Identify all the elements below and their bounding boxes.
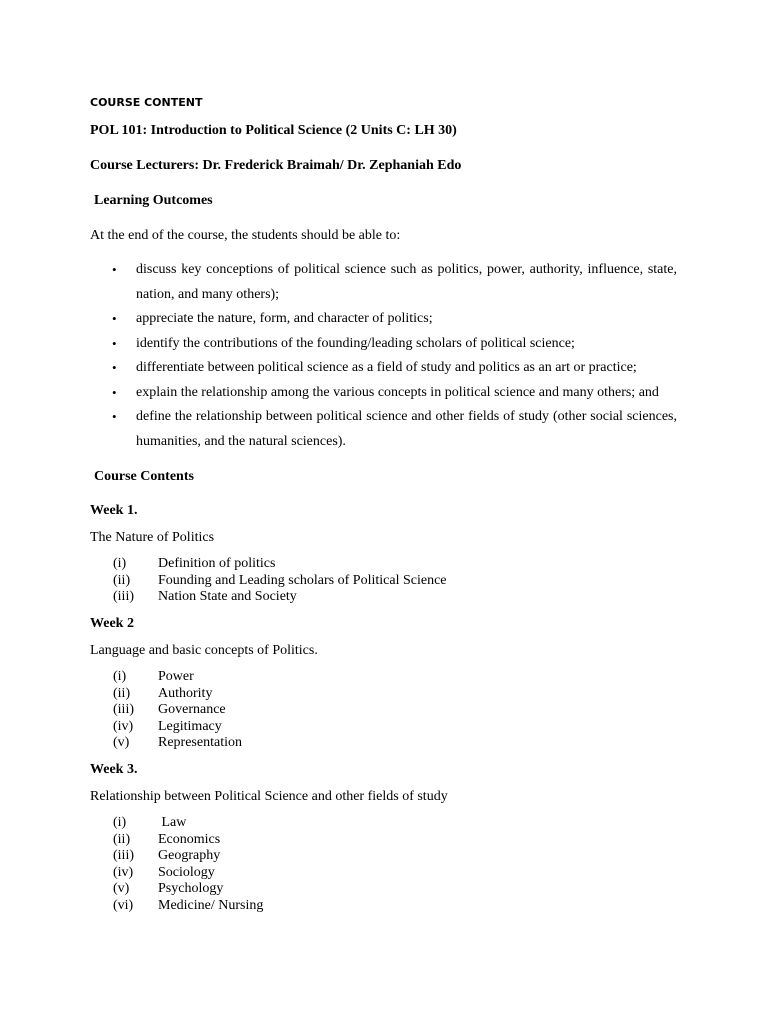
outcome-text: appreciate the nature, form, and character of politics;	[136, 311, 433, 326]
week-2-topic: Language and basic concepts of Politics.	[90, 643, 318, 658]
item-text: Nation State and Society	[158, 589, 297, 604]
bullet-icon: •	[112, 335, 117, 351]
item-number: (i)	[113, 815, 127, 830]
item-text: Power	[158, 669, 194, 684]
week-1-label: Week 1.	[90, 503, 138, 518]
item-text: Economics	[158, 831, 221, 847]
item-text: Geography	[158, 848, 221, 863]
item-number: (v)	[113, 881, 130, 896]
item-text: Definition of politics	[158, 556, 276, 571]
bullet-icon: •	[112, 384, 117, 400]
outcome-item	[90, 258, 677, 307]
outcome-item	[90, 307, 677, 332]
outcome-text: identify the contributions of the founding/leading scholars of political science;	[136, 335, 575, 351]
week-1-topic: The Nature of Politics	[90, 530, 215, 545]
outcome-item	[90, 332, 677, 357]
item-number: (i)	[113, 556, 127, 571]
item-number: (vi)	[113, 897, 134, 913]
week-3-topic: Relationship between Political Science and other fields of study	[90, 789, 448, 804]
bullet-icon: •	[112, 409, 117, 424]
item-text: Founding and Leading scholars of Political Science	[158, 572, 447, 588]
bullet-icon: •	[112, 262, 117, 277]
outcome-item	[90, 381, 677, 406]
course-title: POL 101: Introduction to Political Science (2 Units C: LH 30)	[90, 123, 457, 138]
item-text: Authority	[158, 685, 213, 701]
item-number: (v)	[113, 735, 130, 750]
item-text: Medicine/ Nursing	[158, 897, 264, 913]
week-2-label: Week 2	[90, 616, 134, 631]
outcome-text: define the relationship between political science and other fields of study (other social sciences, humanities, and the natural sciences).	[136, 409, 677, 449]
bullet-icon: •	[112, 360, 117, 375]
item-text: Governance	[158, 702, 226, 717]
outcome-item	[90, 405, 677, 454]
item-number: (i)	[113, 669, 127, 684]
item-number: (iii)	[113, 848, 134, 863]
item-text: Psychology	[158, 881, 224, 896]
outcome-text: differentiate between political science as a field of study and politics as an art or practice;	[136, 360, 637, 375]
learning-outcomes-intro: At the end of the course, the students should be able to:	[90, 228, 401, 243]
outcome-item	[90, 356, 677, 381]
item-number: (ii)	[113, 685, 131, 701]
learning-outcomes-heading: Learning Outcomes	[94, 193, 213, 208]
item-number: (iv)	[113, 864, 134, 880]
item-number: (ii)	[113, 831, 131, 847]
document-heading: COURSE CONTENT	[90, 96, 203, 109]
course-contents-heading: Course Contents	[94, 469, 194, 484]
outcome-text: discuss key conceptions of political science such as politics, power, authority, influence, state, nation, and many others);	[136, 262, 677, 302]
bullet-icon: •	[112, 311, 117, 326]
item-text: Sociology	[158, 864, 215, 880]
item-text: Law	[158, 815, 187, 830]
item-text: Representation	[158, 735, 242, 750]
week-3-label: Week 3.	[90, 762, 138, 777]
learning-outcomes-list	[90, 258, 677, 454]
outcome-text: explain the relationship among the various concepts in political science and many others; and	[136, 384, 659, 400]
item-number: (iv)	[113, 718, 134, 734]
item-number: (ii)	[113, 572, 131, 588]
item-number: (iii)	[113, 702, 134, 717]
item-text: Legitimacy	[158, 718, 222, 734]
item-number: (iii)	[113, 589, 134, 604]
course-lecturers: Course Lecturers: Dr. Frederick Braimah/ Dr. Zephaniah Edo	[90, 158, 462, 173]
